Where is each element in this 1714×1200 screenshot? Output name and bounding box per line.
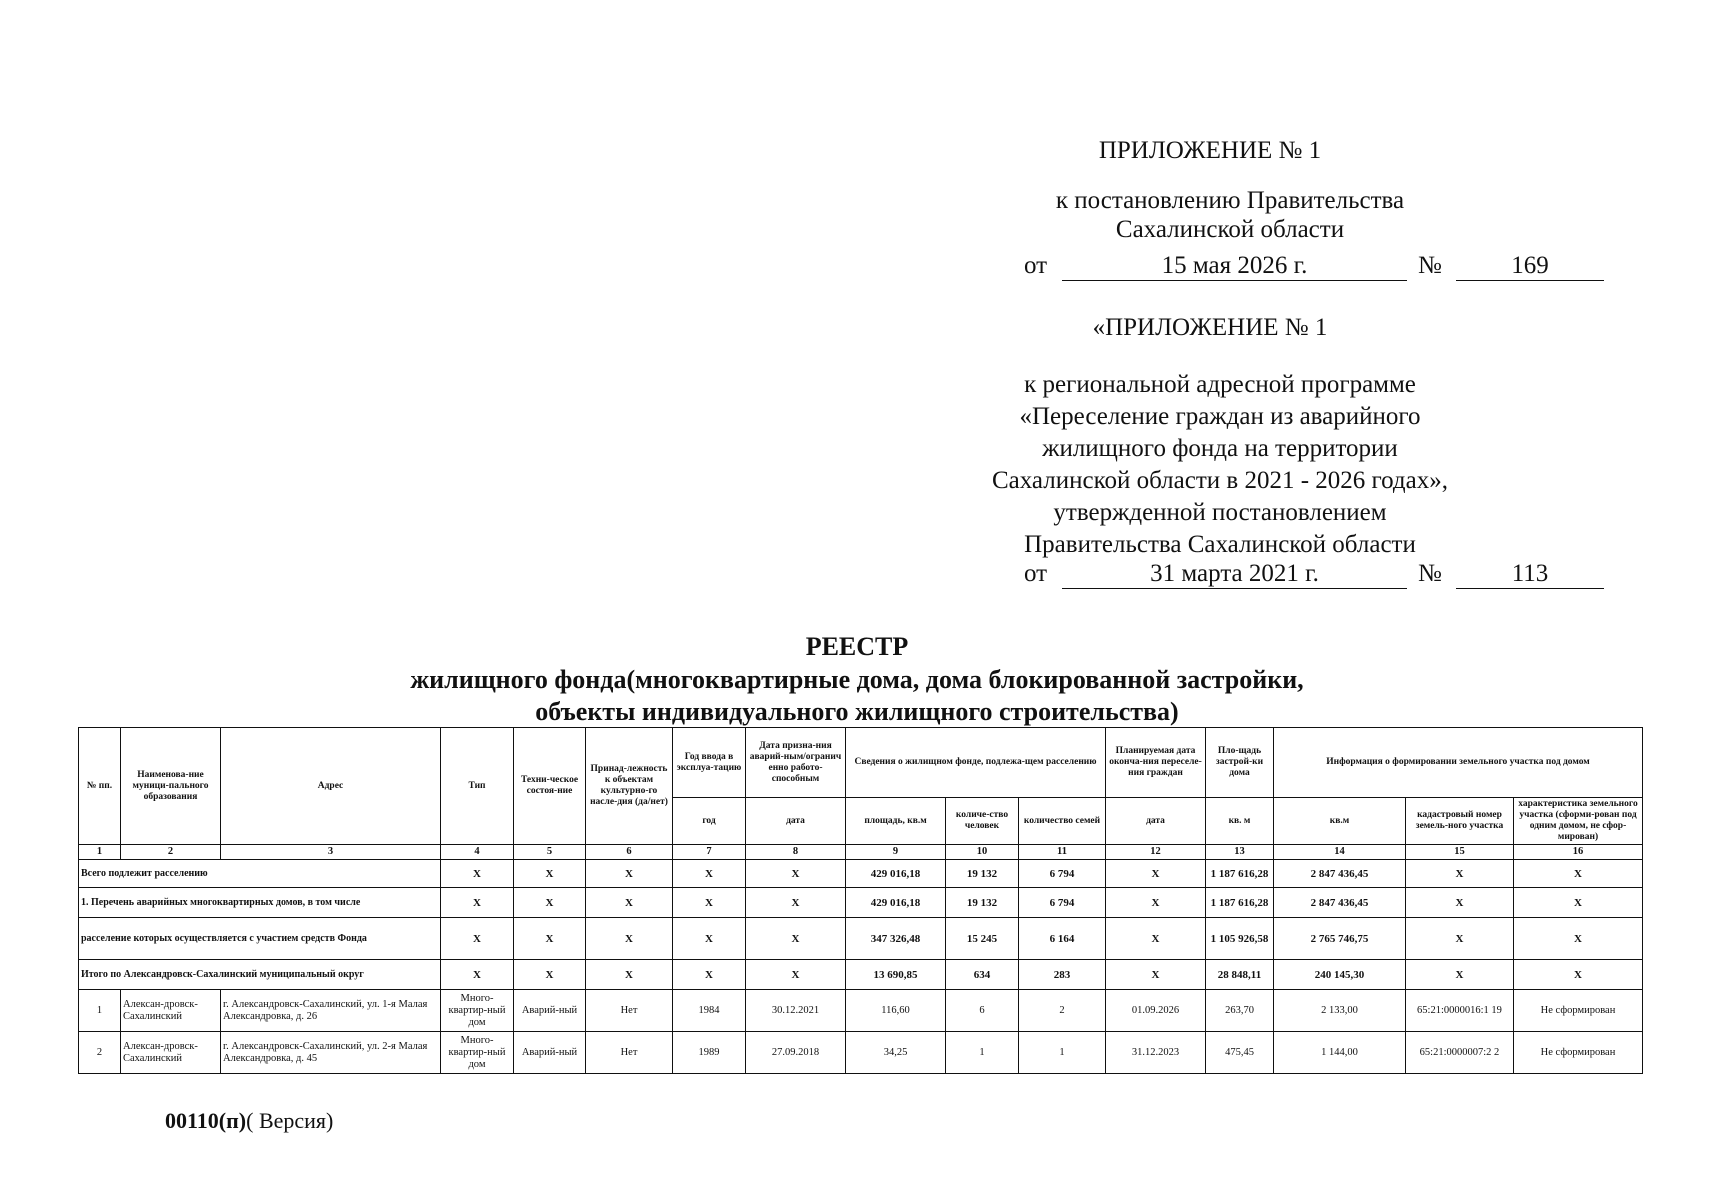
appendix-title: ПРИЛОЖЕНИЕ № 1 — [1098, 137, 1322, 164]
summary-label: 1. Перечень аварийных многоквартирных домов, в том числе — [79, 888, 441, 918]
col-header-municipality: Наименова-ние муници-пального образования — [121, 728, 221, 845]
col-header-planned-date: Планируемая дата оконча-ния переселе-ния граждан — [1106, 728, 1206, 798]
cell-cadastral: 65:21:0000007:2 2 — [1406, 1032, 1514, 1074]
col-header-land-info: Информация о формировании земельного участка под домом — [1274, 728, 1643, 798]
summary-cell-c12: X — [1106, 918, 1206, 960]
cell-area: 34,25 — [846, 1032, 946, 1074]
cell-planned: 31.12.2023 — [1106, 1032, 1206, 1074]
registry-subtitle-2: объекты индивидуального жилищного строительства) — [535, 697, 1179, 726]
document-code-value: 00110(п) — [165, 1108, 247, 1133]
decree-date: 15 мая 2026 г. — [1062, 252, 1407, 281]
document-version: ( Версия) — [246, 1108, 334, 1133]
summary-cell-c4: X — [441, 918, 514, 960]
cell-planned: 01.09.2026 — [1106, 990, 1206, 1032]
summary-cell-people: 19 132 — [946, 860, 1019, 888]
program-reference — [960, 369, 1480, 561]
summary-cell-c7: X — [673, 860, 746, 888]
cell-families: 2 — [1019, 990, 1106, 1032]
summary-cell-families: 6 794 — [1019, 860, 1106, 888]
document-code — [165, 1108, 333, 1134]
table-row — [79, 1032, 1643, 1074]
summary-row — [79, 888, 1643, 918]
registry-table — [78, 727, 1643, 1074]
summary-cell-people: 15 245 — [946, 918, 1019, 960]
summary-cell-c16: X — [1514, 960, 1643, 990]
summary-cell-c7: X — [673, 918, 746, 960]
summary-cell-built: 1 105 926,58 — [1206, 918, 1274, 960]
summary-cell-c5: X — [514, 860, 586, 888]
column-number: 9 — [846, 845, 946, 860]
summary-cell-c4: X — [441, 860, 514, 888]
program-line: жилищного фонда на территории — [1042, 435, 1398, 462]
column-number: 14 — [1274, 845, 1406, 860]
col-header-housing-info: Сведения о жилищном фонде, подлежа-щем расселению — [846, 728, 1106, 798]
column-number: 2 — [121, 845, 221, 860]
summary-cell-c8: X — [746, 960, 846, 990]
column-number: 13 — [1206, 845, 1274, 860]
summary-cell-c16: X — [1514, 888, 1643, 918]
summary-cell-land: 240 145,30 — [1274, 960, 1406, 990]
column-number: 12 — [1106, 845, 1206, 860]
cell-land: 1 144,00 — [1274, 1032, 1406, 1074]
sub-header-m2: кв.м — [1274, 798, 1406, 845]
summary-cell-people: 634 — [946, 960, 1019, 990]
summary-label: Итого по Александровск-Сахалинский муниципальный округ — [79, 960, 441, 990]
sub-header-date: дата — [746, 798, 846, 845]
sub-header-year: год — [673, 798, 746, 845]
summary-cell-c16: X — [1514, 918, 1643, 960]
sub-header-area: площадь, кв.м — [846, 798, 946, 845]
data-rows — [79, 990, 1643, 1074]
column-number-row — [79, 845, 1643, 860]
col-header-year-built: Год ввода в эксплуа-тацию — [673, 728, 746, 798]
summary-cell-families: 6 164 — [1019, 918, 1106, 960]
summary-cell-c6: X — [586, 888, 673, 918]
col-header-built-area: Пло-щадь застрой-ки дома — [1206, 728, 1274, 798]
appendix-title-2: «ПРИЛОЖЕНИЕ № 1 — [1092, 314, 1328, 341]
program-line: Сахалинской области в 2021 - 2026 годах», — [991, 467, 1449, 494]
col-header-address: Адрес — [221, 728, 441, 845]
summary-cell-land: 2 765 746,75 — [1274, 918, 1406, 960]
summary-row — [79, 960, 1643, 990]
cell-address: г. Александровск-Сахалинский, ул. 2-я Малая Александровка, д. 45 — [221, 1032, 441, 1074]
summary-cell-c6: X — [586, 918, 673, 960]
summary-cell-land: 2 847 436,45 — [1274, 888, 1406, 918]
col-header-type: Тип — [441, 728, 514, 845]
summary-cell-c12: X — [1106, 888, 1206, 918]
summary-cell-area: 429 016,18 — [846, 860, 946, 888]
summary-label: Всего подлежит расселению — [79, 860, 441, 888]
summary-cell-c8: X — [746, 860, 846, 888]
cell-land: 2 133,00 — [1274, 990, 1406, 1032]
summary-cell-built: 28 848,11 — [1206, 960, 1274, 990]
cell-heritage: Нет — [586, 990, 673, 1032]
summary-cell-built: 1 187 616,28 — [1206, 860, 1274, 888]
summary-cell-c15: X — [1406, 918, 1514, 960]
summary-cell-c5: X — [514, 918, 586, 960]
cell-heritage: Нет — [586, 1032, 673, 1074]
program-number: 113 — [1456, 560, 1604, 589]
column-number: 6 — [586, 845, 673, 860]
column-number: 16 — [1514, 845, 1643, 860]
summary-cell-area: 13 690,85 — [846, 960, 946, 990]
cell-land-char: Не сформирован — [1514, 1032, 1643, 1074]
cell-built: 475,45 — [1206, 1032, 1274, 1074]
summary-cell-c15: X — [1406, 960, 1514, 990]
cell-families: 1 — [1019, 1032, 1106, 1074]
sub-header-m: кв. м — [1206, 798, 1274, 845]
ot-label: от — [1024, 252, 1048, 279]
cell-date: 27.09.2018 — [746, 1032, 846, 1074]
column-number: 11 — [1019, 845, 1106, 860]
cell-type: Много-квартир-ный дом — [441, 1032, 514, 1074]
column-number: 7 — [673, 845, 746, 860]
column-number: 4 — [441, 845, 514, 860]
cell-people: 1 — [946, 1032, 1019, 1074]
cell-type: Много-квартир-ный дом — [441, 990, 514, 1032]
table-row — [79, 990, 1643, 1032]
cell-year: 1984 — [673, 990, 746, 1032]
sub-header-date2: дата — [1106, 798, 1206, 845]
column-number: 10 — [946, 845, 1019, 860]
summary-cell-built: 1 187 616,28 — [1206, 888, 1274, 918]
summary-cell-c12: X — [1106, 960, 1206, 990]
summary-cell-area: 429 016,18 — [846, 888, 946, 918]
decree-line: к постановлению Правительства — [1055, 187, 1405, 214]
col-header-land-char: характеристика земельного участка (сформи-рован под одним домом, не сфор-мирован) — [1514, 798, 1643, 845]
summary-cell-families: 6 794 — [1019, 888, 1106, 918]
cell-state: Аварий-ный — [514, 990, 586, 1032]
col-header-tech-state: Техни-ческое состоя-ние — [514, 728, 586, 845]
cell-address: г. Александровск-Сахалинский, ул. 1-я Малая Александровка, д. 26 — [221, 990, 441, 1032]
column-number: 5 — [514, 845, 586, 860]
ot-label: от — [1024, 560, 1048, 587]
summary-rows — [79, 860, 1643, 990]
cell-state: Аварий-ный — [514, 1032, 586, 1074]
column-number: 1 — [79, 845, 121, 860]
registry-title: РЕЕСТР — [805, 632, 909, 661]
program-date-line — [1024, 560, 1604, 590]
summary-cell-c15: X — [1406, 860, 1514, 888]
sub-header-people: количе-ство человек — [946, 798, 1019, 845]
summary-cell-c4: X — [441, 960, 514, 990]
summary-cell-c6: X — [586, 960, 673, 990]
summary-cell-area: 347 326,48 — [846, 918, 946, 960]
cell-num: 2 — [79, 1032, 121, 1074]
program-line: утвержденной постановлением — [1053, 499, 1387, 526]
column-number: 3 — [221, 845, 441, 860]
summary-cell-c4: X — [441, 888, 514, 918]
cell-municipality: Алексан-дровск-Сахалинский — [121, 990, 221, 1032]
program-line: к региональной адресной программе — [1024, 371, 1416, 398]
summary-cell-families: 283 — [1019, 960, 1106, 990]
summary-cell-land: 2 847 436,45 — [1274, 860, 1406, 888]
column-number: 15 — [1406, 845, 1514, 860]
summary-cell-c6: X — [586, 860, 673, 888]
summary-cell-c16: X — [1514, 860, 1643, 888]
cell-land-char: Не сформирован — [1514, 990, 1643, 1032]
col-header-num: № пп. — [79, 728, 121, 845]
summary-row — [79, 860, 1643, 888]
col-header-cadastral: кадастровый номер земель-ного участка — [1406, 798, 1514, 845]
decree-line: Сахалинской области — [1115, 216, 1345, 243]
cell-people: 6 — [946, 990, 1019, 1032]
cell-year: 1989 — [673, 1032, 746, 1074]
decree-number: 169 — [1456, 252, 1604, 281]
program-line: «Переселение граждан из аварийного — [1019, 403, 1421, 430]
cell-cadastral: 65:21:0000016:1 19 — [1406, 990, 1514, 1032]
summary-cell-c8: X — [746, 888, 846, 918]
number-label: № — [1418, 252, 1442, 279]
column-number: 8 — [746, 845, 846, 860]
decree-date-line — [1024, 252, 1604, 282]
summary-cell-c5: X — [514, 960, 586, 990]
summary-cell-c5: X — [514, 888, 586, 918]
registry-subtitle: жилищного фонда(многоквартирные дома, дома блокированной застройки, — [410, 665, 1304, 694]
summary-label: расселение которых осуществляется с участием средств Фонда — [79, 918, 441, 960]
summary-cell-c8: X — [746, 918, 846, 960]
col-header-date-emergency: Дата призна-ния аварий-ным/огранич енно работо-способным — [746, 728, 846, 798]
program-date: 31 марта 2021 г. — [1062, 560, 1407, 589]
number-label: № — [1418, 560, 1442, 587]
summary-cell-c15: X — [1406, 888, 1514, 918]
cell-num: 1 — [79, 990, 121, 1032]
summary-cell-c12: X — [1106, 860, 1206, 888]
cell-date: 30.12.2021 — [746, 990, 846, 1032]
summary-cell-c7: X — [673, 960, 746, 990]
sub-header-families: количество семей — [1019, 798, 1106, 845]
summary-row — [79, 918, 1643, 960]
summary-cell-c7: X — [673, 888, 746, 918]
col-header-heritage: Принад-лежность к объектам культурно-го насле-дия (да/нет) — [586, 728, 673, 845]
summary-cell-people: 19 132 — [946, 888, 1019, 918]
program-line: Правительства Сахалинской области — [1024, 531, 1416, 558]
decree-reference — [1000, 186, 1460, 244]
cell-municipality: Алексан-дровск-Сахалинский — [121, 1032, 221, 1074]
cell-built: 263,70 — [1206, 990, 1274, 1032]
cell-area: 116,60 — [846, 990, 946, 1032]
